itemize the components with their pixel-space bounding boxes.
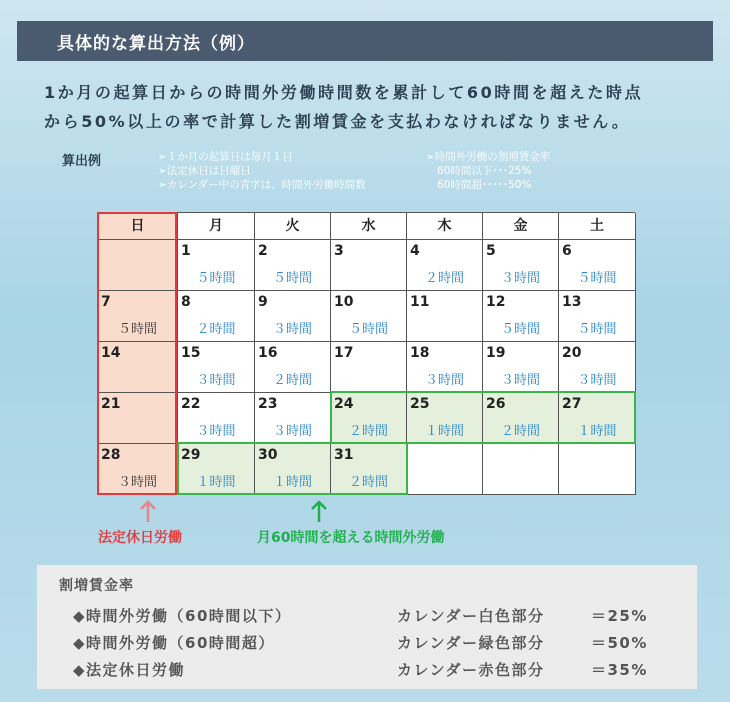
day-number: 12	[486, 294, 506, 310]
calendar-day-cell	[407, 291, 483, 342]
calendar-day-cell	[483, 342, 559, 393]
day-number: 28	[101, 447, 121, 463]
example-notes-right	[426, 150, 550, 192]
overtime-hours: ２時間	[196, 322, 236, 337]
rate-label: ◆時間外労働（60時間以下）	[73, 607, 292, 625]
day-number: 19	[486, 345, 506, 361]
rate-row	[73, 659, 693, 679]
rate-note-item: 60時間以下･･･25%	[437, 165, 532, 177]
overtime-hours: ５時間	[500, 322, 540, 337]
calendar-day-cell	[255, 342, 331, 393]
overtime-hours: ２時間	[424, 271, 464, 286]
overtime-hours: ２時間	[272, 373, 312, 388]
calendar-day-cell	[483, 240, 559, 291]
day-number: 15	[181, 345, 201, 361]
arrow-up-red-icon	[139, 499, 157, 523]
calendar-day-cell	[178, 393, 255, 444]
calendar-day-cell	[178, 240, 255, 291]
holiday-column-outline	[97, 212, 177, 495]
weekday-header: 日	[98, 213, 178, 240]
day-number: 2	[258, 243, 268, 259]
section-header	[17, 21, 713, 61]
day-number: 3	[334, 243, 344, 259]
calendar-day-cell	[483, 444, 559, 495]
intro-text	[44, 78, 714, 136]
day-number: 23	[258, 396, 278, 412]
over60-outline-week4	[330, 391, 636, 444]
overtime-hours: １時間	[272, 475, 312, 490]
calendar-day-cell	[255, 240, 331, 291]
overtime-hours: ３時間	[196, 424, 236, 439]
day-number: 26	[486, 396, 506, 412]
weekday-header: 火	[255, 213, 331, 240]
day-number: 13	[562, 294, 582, 310]
over60-outline-top	[177, 442, 332, 444]
rate-row	[73, 632, 693, 652]
calendar-day-cell	[559, 291, 636, 342]
arrow-up-green-icon	[310, 499, 328, 523]
rate-row	[73, 605, 693, 625]
weekday-header: 金	[483, 213, 559, 240]
day-number: 31	[334, 447, 354, 463]
day-number: 10	[334, 294, 354, 310]
day-number: 11	[410, 294, 430, 310]
day-number: 8	[181, 294, 191, 310]
overtime-hours: ５時間	[577, 271, 617, 286]
overtime-hours: ５時間	[272, 271, 312, 286]
legend-over60: 月60時間を超える時間外労働	[257, 530, 445, 546]
calendar-day-cell	[331, 240, 407, 291]
rate-label: ◆法定休日労働	[73, 661, 186, 679]
day-number: 5	[486, 243, 496, 259]
overtime-hours: １時間	[424, 424, 464, 439]
calendar-day-cell	[407, 240, 483, 291]
day-number: 18	[410, 345, 430, 361]
day-number: 24	[334, 396, 354, 412]
calendar-day-cell	[559, 342, 636, 393]
day-number: 27	[562, 396, 582, 412]
day-number: 17	[334, 345, 354, 361]
calendar-day-cell	[178, 342, 255, 393]
rate-note-title: ➢時間外労働の割増賃金率	[426, 151, 551, 163]
overtime-hours: ３時間	[272, 424, 312, 439]
weekday-header: 水	[331, 213, 407, 240]
day-number: 16	[258, 345, 278, 361]
overtime-hours: ５時間	[348, 322, 388, 337]
note-item: ➢１か月の起算日は毎月１日	[158, 151, 293, 163]
day-number: 30	[258, 447, 278, 463]
overtime-hours: ３時間	[272, 322, 312, 337]
rates-panel	[37, 565, 697, 689]
overtime-hours: ３時間	[117, 475, 157, 490]
overtime-hours: ３時間	[500, 271, 540, 286]
example-notes-left	[158, 150, 366, 192]
day-number: 14	[101, 345, 121, 361]
calendar-day-cell	[559, 444, 636, 495]
overtime-hours: ３時間	[500, 373, 540, 388]
note-item: ➢法定休日は日曜日	[158, 165, 251, 177]
rate-value: ＝35%	[591, 661, 648, 679]
weekday-header: 土	[559, 213, 636, 240]
day-number: 29	[181, 447, 201, 463]
calendar-day-cell	[559, 240, 636, 291]
rate-label: ◆時間外労働（60時間超）	[73, 634, 275, 652]
rate-note-item: 60時間超･････50%	[437, 179, 532, 191]
calendar-day-cell	[255, 291, 331, 342]
rates-title: 割増賃金率	[59, 578, 134, 594]
day-number: 7	[101, 294, 111, 310]
overtime-hours: ３時間	[424, 373, 464, 388]
day-number: 21	[101, 396, 121, 412]
calendar-day-cell	[331, 291, 407, 342]
note-item: ➢カレンダー中の青字は、時間外労働時間数	[158, 179, 366, 191]
day-number: 25	[410, 396, 430, 412]
day-number: 9	[258, 294, 268, 310]
legend-holiday: 法定休日労働	[98, 530, 182, 546]
day-number: 20	[562, 345, 582, 361]
calendar-day-cell	[255, 393, 331, 444]
rate-part: カレンダー緑色部分	[397, 634, 545, 652]
rate-value: ＝50%	[591, 634, 648, 652]
rate-part: カレンダー赤色部分	[397, 661, 545, 679]
overtime-hours: ２時間	[348, 424, 388, 439]
overtime-hours: ２時間	[348, 475, 388, 490]
overtime-hours: １時間	[577, 424, 617, 439]
over60-outline-week5	[177, 442, 408, 495]
day-number: 4	[410, 243, 420, 259]
rate-part: カレンダー白色部分	[397, 607, 545, 625]
overtime-hours: ３時間	[196, 373, 236, 388]
example-label: 算出例	[62, 154, 102, 169]
intro-line-2: から50%以上の率で計算した割増賃金を支払わなければなりません。	[44, 112, 631, 131]
intro-line-1: 1か月の起算日からの時間外労働時間数を累計して60時間を超えた時点	[44, 83, 644, 102]
calendar-day-cell	[407, 444, 483, 495]
overtime-hours: ５時間	[117, 322, 157, 337]
weekday-header: 木	[407, 213, 483, 240]
section-title: 具体的な算出方法（例）	[57, 34, 255, 54]
day-number: 22	[181, 396, 201, 412]
overtime-hours: ５時間	[577, 322, 617, 337]
calendar-day-cell	[483, 291, 559, 342]
weekday-header: 月	[178, 213, 255, 240]
day-number: 6	[562, 243, 572, 259]
rate-value: ＝25%	[591, 607, 648, 625]
overtime-hours: １時間	[196, 475, 236, 490]
overtime-hours: ５時間	[196, 271, 236, 286]
calendar-day-cell	[407, 342, 483, 393]
calendar-day-cell	[178, 291, 255, 342]
overtime-hours: ３時間	[577, 373, 617, 388]
calendar-day-cell	[331, 342, 407, 393]
day-number: 1	[181, 243, 191, 259]
overtime-hours: ２時間	[500, 424, 540, 439]
